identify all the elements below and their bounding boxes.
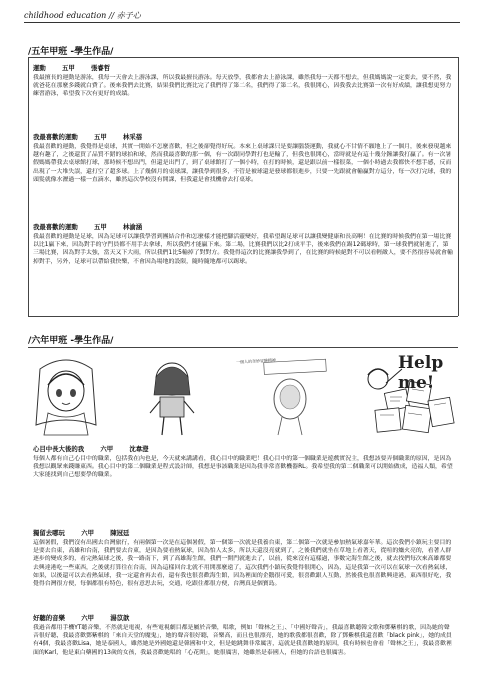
drawing-adventure-scene <box>252 355 330 439</box>
article-title: 我最喜歡的運動 <box>33 133 78 141</box>
article-class: 六甲 <box>81 529 94 537</box>
article-title: 運動 <box>33 64 46 72</box>
student-drawings <box>30 353 460 439</box>
article-author: 陳冠廷 <box>110 529 130 537</box>
article-title: 好聽的音樂 <box>33 614 65 622</box>
article-author: 林渝涵 <box>122 223 143 231</box>
article-class: 六甲 <box>81 614 94 622</box>
article-author: 湯苡歆 <box>110 614 130 622</box>
article-title-row <box>33 528 453 537</box>
drawing-girl-portrait <box>30 355 102 439</box>
article-body: 我過音都用手機YT聽音樂，不然就是電視，有些電視劇目都是屬於音樂，唱歌，例如「聲林之王」、「中國好聲音」，我最喜歡聽韓文歌和鄧紫棋的歌，因為她的聲音很好聽，我最喜歡鄧紫棋的「來自天堂的魔鬼」，她的聲音很好聽，音樂高，而且也很漂亮，她的歌我都很喜歡，除了鄧紫棋我還喜歡「black pink」，她的成員有4個，我最喜歡Lisa，她是泰國人，雖然她是外國她還是韓國和中文，但是她跳舞非常厲害，這就是我喜歡她的原因，我有時候也會看「聲林之王」，我最喜歡裡面的Karl，他是東白藥國的13歲的女孩，我最喜歡她唱的「心花開」，她很厲害，她雖然是泰國人，但她的台語也很厲害。 <box>33 625 452 656</box>
article-class: 五甲 <box>93 223 107 231</box>
article-title: 心目中長大後的我 <box>33 445 85 453</box>
article-body: 我最擅長的運動是游泳，我每一天會去上游泳課，所以我最擅長游泳。每天放學，我都會去上游泳課，雖然我每一天都不想去，但我媽媽說一定要去，要不然，我就爸花在那麼多錢就白費了。後來我們去比賽，結果我們比賽比完了我們得了第二名，我們得了第二名，我很開心，因我我去比賽第一次有好成績，讓我想更努力練習游泳，希望我下次有更好的成績。 <box>33 75 452 98</box>
article-class: 五甲 <box>62 64 75 72</box>
drawing-character-figure <box>138 355 206 439</box>
article-author: 林采蓓 <box>122 133 143 141</box>
header-rule <box>24 22 460 23</box>
article-title-row <box>33 222 453 231</box>
article-title-row <box>33 132 453 141</box>
article-body: 我最喜歡的運動，我覺得是桌球，其實一開始不怎麼喜歡，但之後卻覺得好玩。本來上桌球課只是要讓腦袋運動，我就心不甘情不願地上了一個月，後來發現越來越有趣了，之後還買了品質不錯的球拍和球，然而我最喜歡的那一個，有一次跟同學對打也是輸了，但我也很開心，當時就是有這十幾分鐘讓我打贏了。有一次暑假媽媽帶我去桌球館打球，那時候不想出門，但還是出門了，到了桌球館打了一個小時，在打的時候，還是跟以前一樣很菜，一個小時過去我都快不想手感，反而出現了一大堆失誤，還打空了超多球。上了幾個月的桌球課，讓我學到很多，不管是被球還是發球都很進步，只要一先跟就會輸贏對方這分，每一次打完球，我的頭髮就像水瀝過一樣一直滴水，雖然這次學校沒有開課，但我還是會找機會去打桌球。 <box>33 144 452 183</box>
article-class: 六甲 <box>100 445 114 453</box>
article-title-row <box>33 613 453 622</box>
section-title-grade6: /六年甲班 -學生作品/ <box>28 336 114 346</box>
article-body: 這個暑假，我們沒有出國去台灣旅行，有兩個第一次是在這個暑假，第一個第一次就是我養台東，第二個第一次就是參加熱氣球嘉年華。這次我們小鎮玩主要目的是要去台東，高雄和台南，我們要去台東，是因為要看熱氣球，因為怕人太多，所以天還沒亮就到了，之後我們就坐在草地上看著天，從喧的爐火亮的，看著人群逐步的變成多的，看完熱氣球之後，我一路南下，到了高雄海生館，我們一開門就進去了，以前，從來沒有這樣過，事數完海生館之後，就去找們每次來高雄都要去興達港吃一些東西，之後就打算往在台南，因為這樣回台北就不用開那麼遠了，這次我們小鎮玩我覺得很開心，因為，這是我第一次可以在氣球一次看熱氣球，如果，以後還可以去看熱氣球，我一定還會再去看，還有我也很喜歡海生館，因為裡面的企鵝很可愛，很喜歡跟人互動，然後我也很喜歡興達港，東西很好吃，我覺得台灣很方便，每個都很有特色，很有意思去玩，交通，吃跟住都很方便，台灣真是個寶島。 <box>33 540 452 588</box>
drawing-caption: 一個人的奇妙冒險精神 <box>235 357 277 365</box>
article-author: 沈韋澄 <box>129 445 149 453</box>
article-body: 每個人都有自己心目中的職業，包括我在內也是，今天就來講講看，我心目中的職業吧！我心目中的第一個職業是遊戲實況主，我想該要弄個職業的原因，是因為我想以觀眾來錢賺東西。我心目中的第二個職業是程式設計師，我想是事該職業是因為我非常喜歡機器RL。我希望我的第二個職業可以開始做成，造福人類，希望大家能找到自己想要學的職業。 <box>33 456 453 479</box>
section1-bottom-rule <box>28 316 458 317</box>
article-title: 獨留去哪玩 <box>33 529 65 537</box>
article-title-row <box>33 63 453 72</box>
article-music <box>33 613 453 657</box>
article-title-row <box>33 444 453 453</box>
section1-left-border <box>28 57 29 316</box>
article-body: 我最喜歡的運動是足球，因為足球可以讓我學習到團結合作和怎麼樣才能把腳活靈變好，我希望踢足球可以讓我變健康和長高啊！在比賽的時候我們在第一場比賽以比1贏下來，因為對手的守門員都不用手去拿球，所以我們才能贏下來。第二場，比賽我們以比2打成平手，後來我們在踢12碼球時，第一球我們就射進了，第三場比賽，因為對手太強，當天又下大雨，所以我們1比5輸掉了對對方。我覺得這次的比賽讓我學到了，在比賽的時候絕對不可以看輕敵人，要不然很容易就會輸掉對手，另外，足球可以帶給我快樂，不會因為場地的設限，隨時隨地都可以踢球。 <box>33 234 453 265</box>
section-title-grade5: /五年甲班 -學生作品/ <box>28 47 114 57</box>
article-title: 我最喜歡的運動 <box>33 223 78 231</box>
article-football <box>33 222 453 266</box>
section1-top-rule <box>28 57 458 58</box>
article-author: 張睿哲 <box>91 64 111 72</box>
article-future-self <box>33 444 453 480</box>
article-summer-travel <box>33 528 453 588</box>
section1-right-border <box>458 57 459 316</box>
section2-top-rule <box>28 347 458 348</box>
article-swimming <box>33 63 453 99</box>
article-table-tennis <box>33 132 453 184</box>
drawing-help-text: Help me! <box>398 353 444 393</box>
page-header: childhood education // 赤子心 <box>24 11 141 20</box>
article-class: 五甲 <box>93 133 107 141</box>
